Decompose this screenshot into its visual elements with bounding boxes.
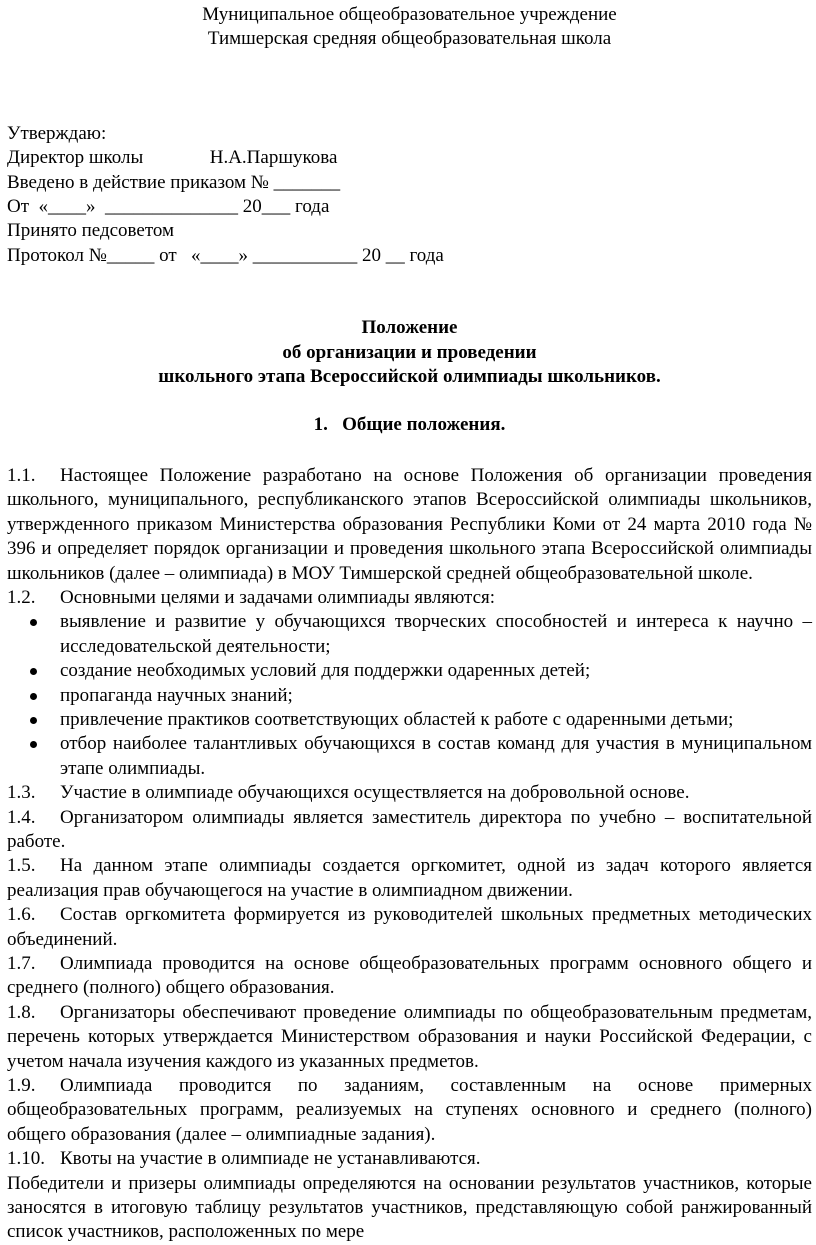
goals-list [7, 610, 812, 781]
approval-director: Директор школы Н.А.Паршукова [7, 147, 338, 169]
paragraph-text: Состав оргкомитета формируется из руководителей школьных предметных методических объединений. [7, 904, 812, 950]
paragraph-1-4 [7, 806, 812, 855]
document-body [7, 464, 812, 1245]
paragraph-text: Организаторы обеспечивают проведение олимпиады по общеобразовательным предметам, перечень которых утверждается Министерством образования и науки Российской Федерации, с учетом начала изучения каждого из указанных предметов. [7, 1001, 812, 1072]
paragraph-winners [7, 1172, 812, 1245]
approval-heading: Утверждаю: [7, 122, 107, 144]
list-item-text: создание необходимых условий для поддержки одаренных детей; [60, 660, 591, 682]
paragraph-number: 1.6. [7, 904, 36, 926]
list-item-text: отбор наиболее талантливых обучающихся в состав команд для участия в муниципальном этапе олимпиады. [60, 733, 812, 779]
approval-order: Введено в действие приказом № _______ [7, 171, 341, 193]
section-number: 1. [313, 414, 328, 436]
paragraph-text: На данном этапе олимпиады создается оргкомитет, одной из задач которого является реализация прав обучающегося на участие в олимпиадном движении. [7, 855, 812, 901]
paragraph-1-3 [7, 781, 812, 805]
paragraph-number: 1.3. [7, 782, 36, 804]
paragraph-number: 1.8. [7, 1001, 36, 1023]
paragraph-1-10 [7, 1147, 812, 1171]
paragraph-1-5 [7, 854, 812, 903]
approval-date: От «____» ______________ 20___ года [7, 196, 330, 218]
paragraph-text: Квоты на участие в олимпиаде не устанавливаются. [60, 1148, 481, 1170]
approval-block [7, 122, 812, 268]
paragraph-1-2 [7, 586, 812, 610]
paragraph-1-1 [7, 464, 812, 586]
bullet-icon [30, 619, 37, 626]
title-line-3: школьного этапа Всероссийской олимпиады школьников. [158, 366, 661, 388]
paragraph-number: 1.4. [7, 806, 36, 828]
approval-protocol: Протокол №_____ от «____» ___________ 20 __ года [7, 244, 444, 266]
list-item-text: привлечение практиков соответствующих областей к работе с одаренными детьми; [60, 708, 734, 730]
paragraph-number: 1.9. [7, 1075, 36, 1097]
document-page [7, 3, 812, 1245]
list-item [7, 659, 812, 683]
bullet-icon [30, 693, 37, 700]
title-line-2: об организации и проведении [282, 341, 537, 363]
list-item [7, 732, 812, 781]
list-item [7, 684, 812, 708]
paragraph-number: 1.1. [7, 464, 36, 486]
bullet-icon [30, 741, 37, 748]
bullet-icon [30, 717, 37, 724]
paragraph-text: Основными целями и задачами олимпиады являются: [60, 586, 496, 608]
paragraph-1-8 [7, 1001, 812, 1074]
list-item-text: пропаганда научных знаний; [60, 684, 293, 706]
paragraph-number: 1.7. [7, 953, 36, 974]
paragraph-text: Организатором олимпиады является заместитель директора по учебно – воспитательной работе. [7, 806, 812, 852]
paragraph-1-6 [7, 903, 812, 952]
paragraph-text: Олимпиада проводится на основе общеобразовательных программ основного общего и среднего (полного) общего образования. [7, 953, 812, 999]
title-line-1: Положение [361, 317, 458, 339]
section-title: Общие положения. [342, 414, 506, 436]
list-item-text: выявление и развитие у обучающихся творческих способностей и интереса к научно – исследовательской деятельности; [60, 611, 812, 657]
paragraph-text: Настоящее Положение разработано на основе Положения об организации проведения школьного, муниципального, республиканского этапов Всероссийской олимпиады школьников, утвержденного приказом Министерства образования Республики Коми от 24 марта 2010 года № 396 и определяет порядок организации и проведения школьного этапа Всероссийской олимпиады школьников (далее – олимпиада) в МОУ Тимшерской средней общеобразовательной школе. [7, 464, 812, 584]
section-heading [7, 413, 812, 437]
document-title [7, 316, 812, 389]
paragraph-number: 1.10. [7, 1148, 45, 1170]
school-name-line: Тимшерская средняя общеобразовательная школа [207, 28, 612, 50]
paragraph-text: Олимпиада проводится по заданиям, составленным на основе примерных общеобразовательных программ, реализуемых на ступенях основного и среднего (полного) общего образования (далее – олимпиадные задания). [7, 1075, 812, 1145]
paragraph-text: Участие в олимпиаде обучающихся осуществляется на добровольной основе. [60, 782, 690, 804]
school-type-line: Муниципальное общеобразовательное учреждение [202, 4, 617, 25]
list-item [7, 610, 812, 659]
paragraph-1-9 [7, 1074, 812, 1147]
list-item [7, 708, 812, 732]
approval-council: Принято педсоветом [7, 220, 175, 242]
paragraph-number: 1.5. [7, 855, 36, 877]
document-header [7, 3, 812, 52]
paragraph-number: 1.2. [7, 586, 36, 608]
paragraph-text: Победители и призеры олимпиады определяются на основании результатов участников, которые заносятся в итоговую таблицу результатов участников, представляющую собой ранжированный список участников, расположенных по мере [7, 1172, 812, 1243]
bullet-icon [30, 668, 37, 675]
paragraph-1-7 [7, 952, 812, 1001]
